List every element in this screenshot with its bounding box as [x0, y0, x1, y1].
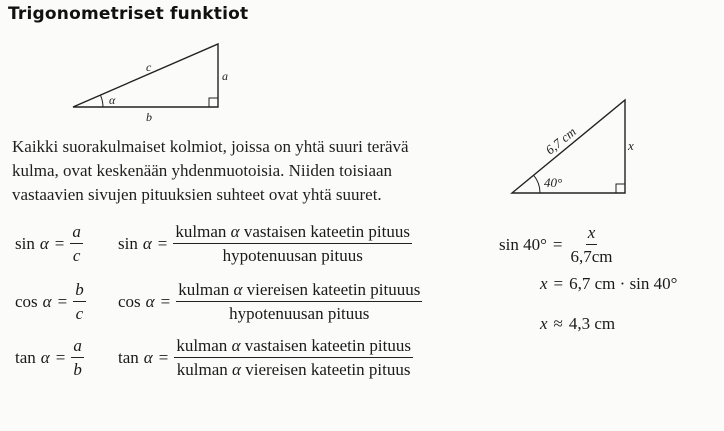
triangle1-adj-label: b	[146, 110, 152, 124]
triangle1-opp-label: a	[222, 69, 228, 83]
triangle2-opp-label: x	[628, 138, 634, 153]
tan-formula-short: tan α = $\frac{a}{b}$	[15, 336, 82, 379]
example-line-2: x = 6,7 cm · sin 40°	[540, 274, 678, 293]
cos-formula-short: cos α = $\frac{b}{c}$	[15, 280, 84, 323]
sin-formula-short: sin α = $\frac{a}{c}$	[15, 222, 81, 265]
triangle1-hyp-label: c	[146, 60, 152, 74]
sin-formula-words: sin α = $\frac{\text{kulman α vastaisen kateetin pituus}}{\text{hypotenuusan pituus}}$	[118, 222, 410, 265]
triangle2-hyp-label: 6,7 cm	[542, 123, 579, 158]
example-line-3: x ≈ 4,3 cm	[540, 314, 616, 333]
triangle1-angle-label: α	[109, 93, 116, 107]
intro-paragraph: Kaikki suorakulmaiset kolmiot, joissa on yhtä suuri terävä kulma, ovat keskenään yhdenmuotoisia. Niiden toisiaan vastaavien sivujen pituuksien suhteet ovat yhtä suuret.	[12, 137, 409, 204]
tan-formula-words: tan α = $\frac{\text{kulman α vastaisen kateetin pituus}}{\text{kulman α viereisen kateetin pituus}}$	[118, 336, 411, 379]
triangle-2	[512, 100, 634, 193]
example-line-1: sin 40° = $\frac{x}{6,7cm}$	[499, 223, 613, 266]
cos-formula-words: cos α = $\frac{\text{kulman α viereisen kateetin pituuus}}{\text{hypotenuusan pituus}}$	[118, 280, 421, 323]
page-title: Trigonometriset funktiot	[8, 4, 249, 24]
triangle2-angle-label: 40°	[544, 175, 563, 190]
triangle-1	[73, 44, 228, 124]
